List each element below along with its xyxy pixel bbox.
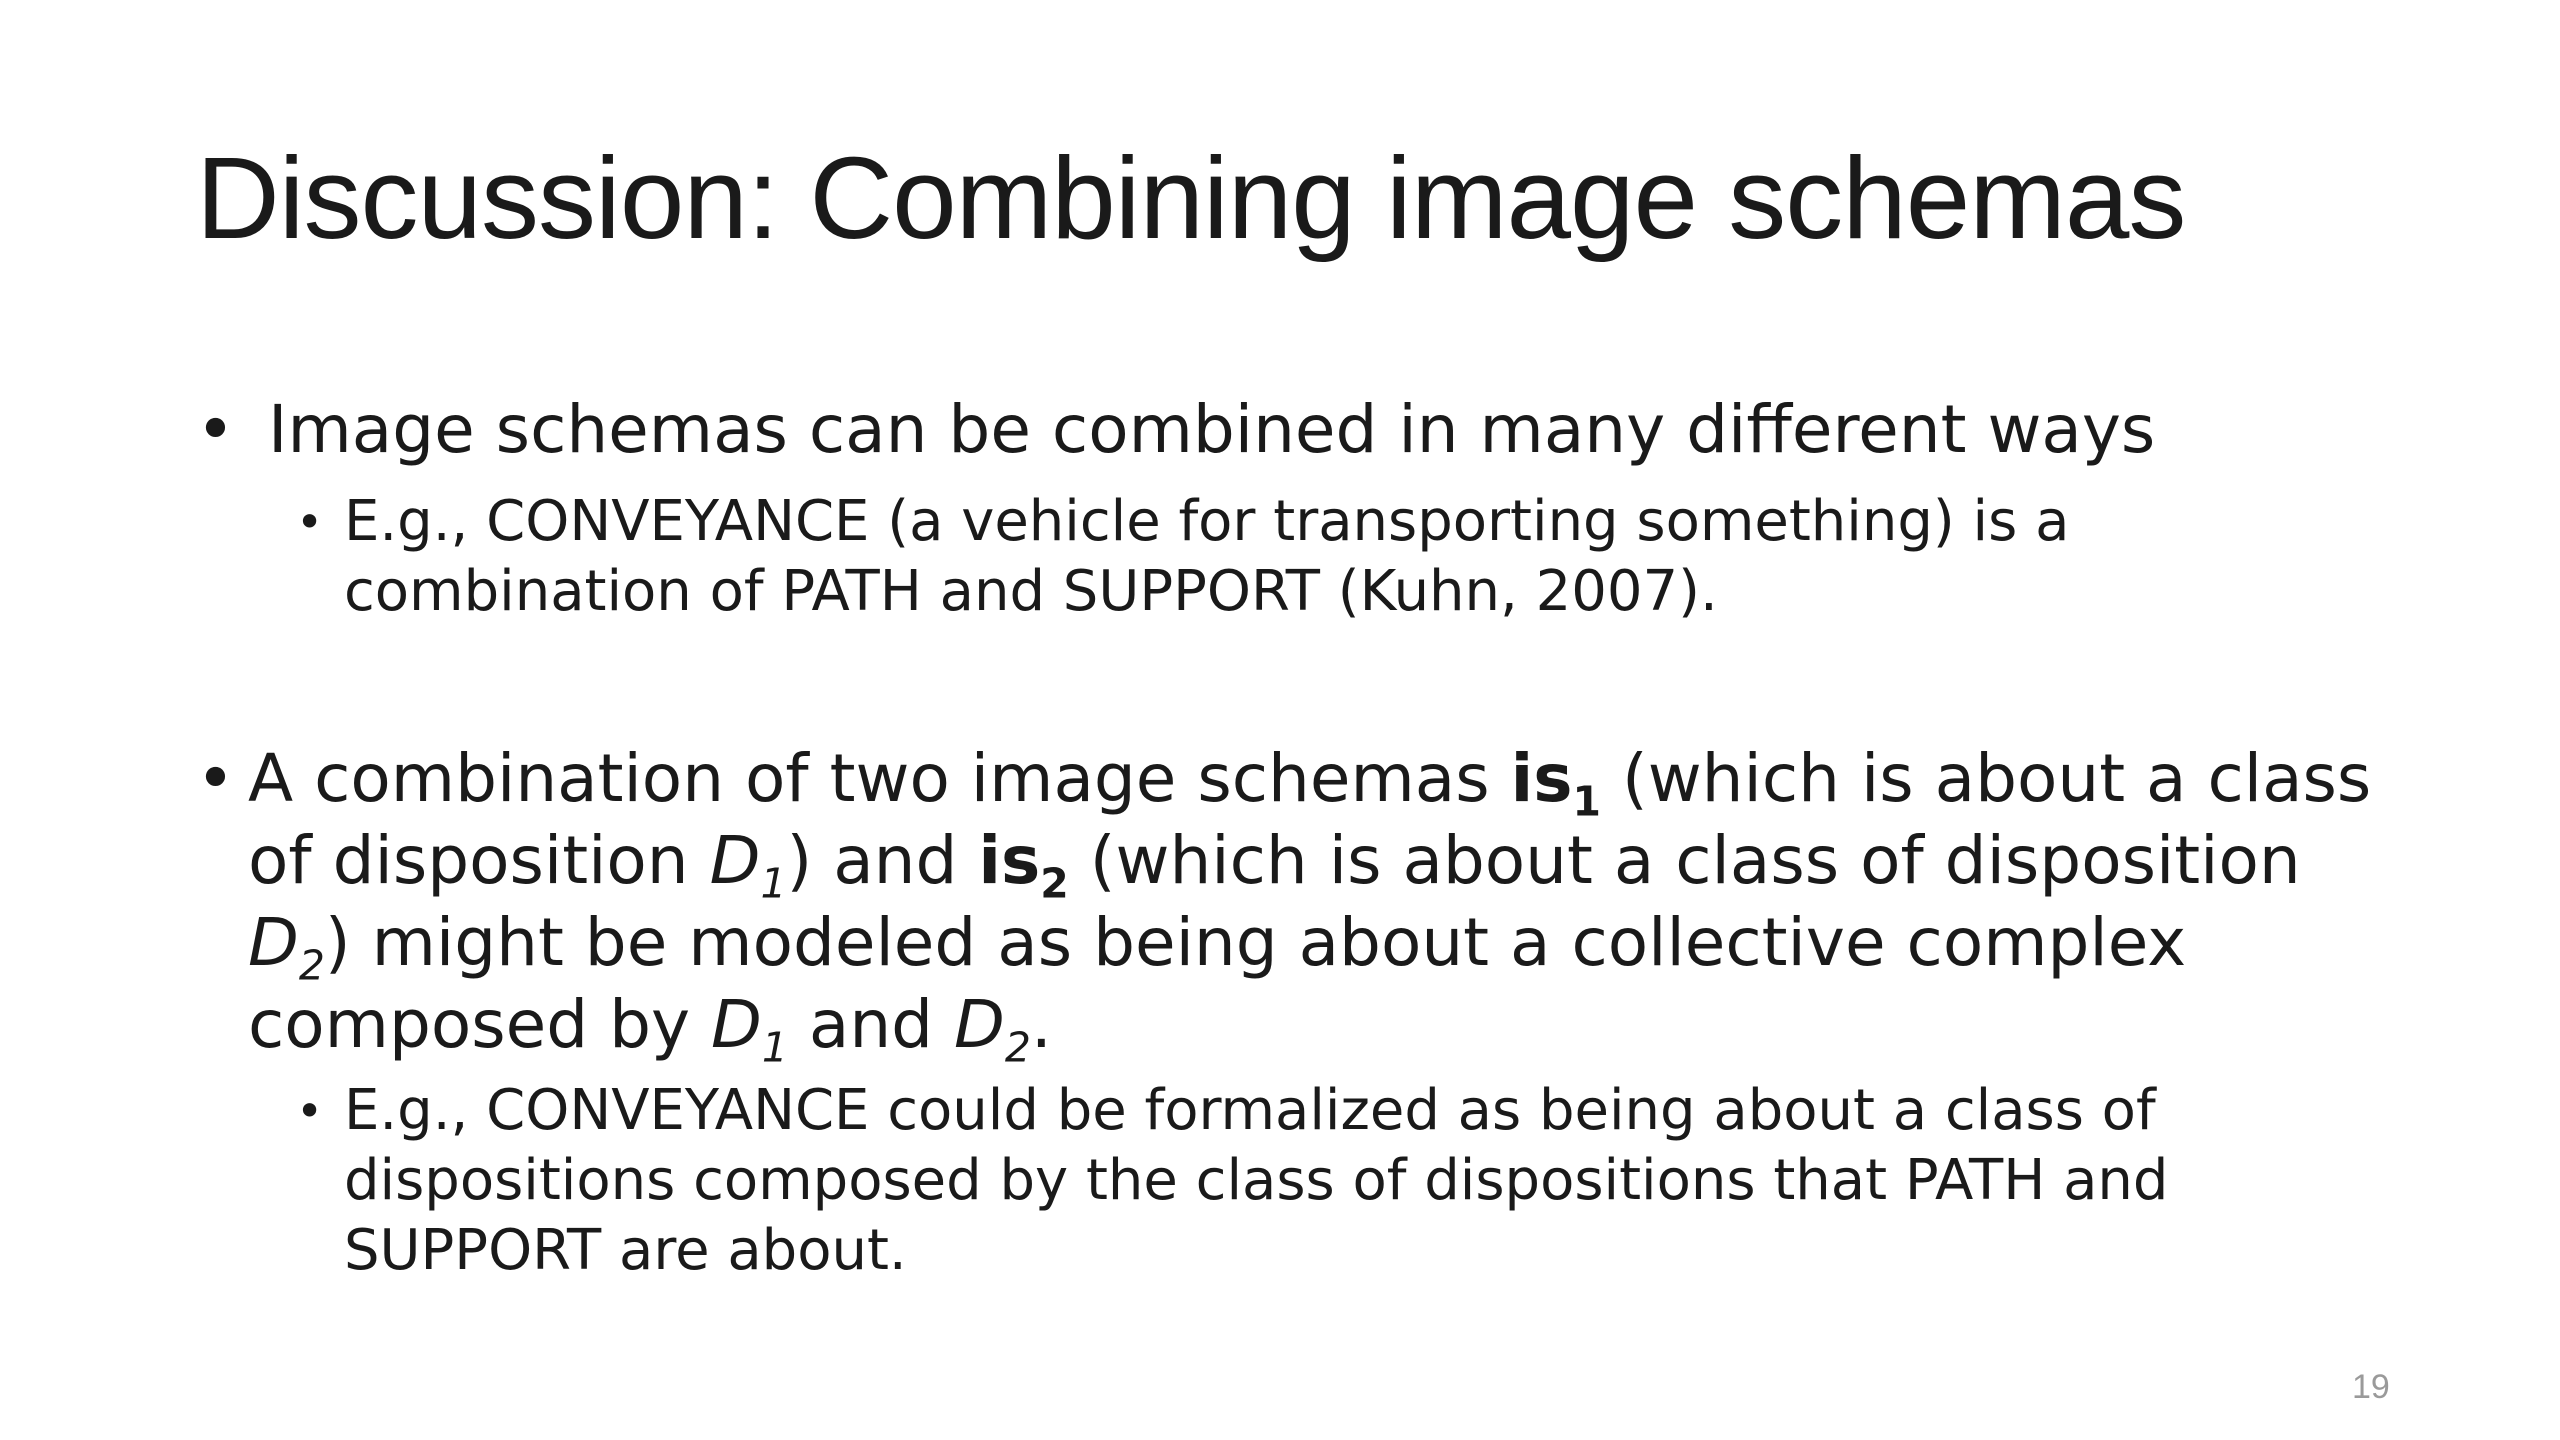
disposition-d2: $D_2$ <box>954 986 1031 1072</box>
sub-bullet-conveyance-formalization <box>296 1076 2336 1286</box>
bullet-glyph: • <box>296 1084 324 1138</box>
disposition-d2: $D_2$ <box>248 904 325 990</box>
disposition-d1: $D_1$ <box>711 986 788 1072</box>
bullet-glyph: • <box>196 740 235 817</box>
bullet-glyph: • <box>196 391 235 468</box>
page-number: 19 <box>2352 1368 2390 1406</box>
bullet-text: A combination of two image schemas $is_1$ (which is about a class of disposition $D_1$) and $is_2$ (which is about a class of disposition $D_2$) might be modeled as being about a collective complex composed by $D_1$ and $D_2$. <box>248 740 2372 1072</box>
bullet-combined-ways <box>196 389 2396 471</box>
slide-title: Discussion: Combining image schemas <box>196 133 2186 263</box>
sub-bullet-conveyance-example <box>296 487 2336 627</box>
bullet-text: Image schemas can be combined in many different ways <box>268 391 2156 468</box>
schema-is1: $is_1$ <box>1510 740 1601 826</box>
schema-is2: $is_2$ <box>978 822 1069 908</box>
bullet-text: E.g., CONVEYANCE could be formalized as being about a class of dispositions composed by the class of dispositions that PATH and SUPPORT are about. <box>344 1078 2169 1283</box>
bullet-glyph: • <box>296 495 324 549</box>
bullet-combination-model <box>196 738 2396 1072</box>
disposition-d1: $D_1$ <box>709 822 787 908</box>
bullet-text: E.g., CONVEYANCE (a vehicle for transporting something) is a combination of PATH and SUPPORT (Kuhn, 2007). <box>344 489 2070 624</box>
